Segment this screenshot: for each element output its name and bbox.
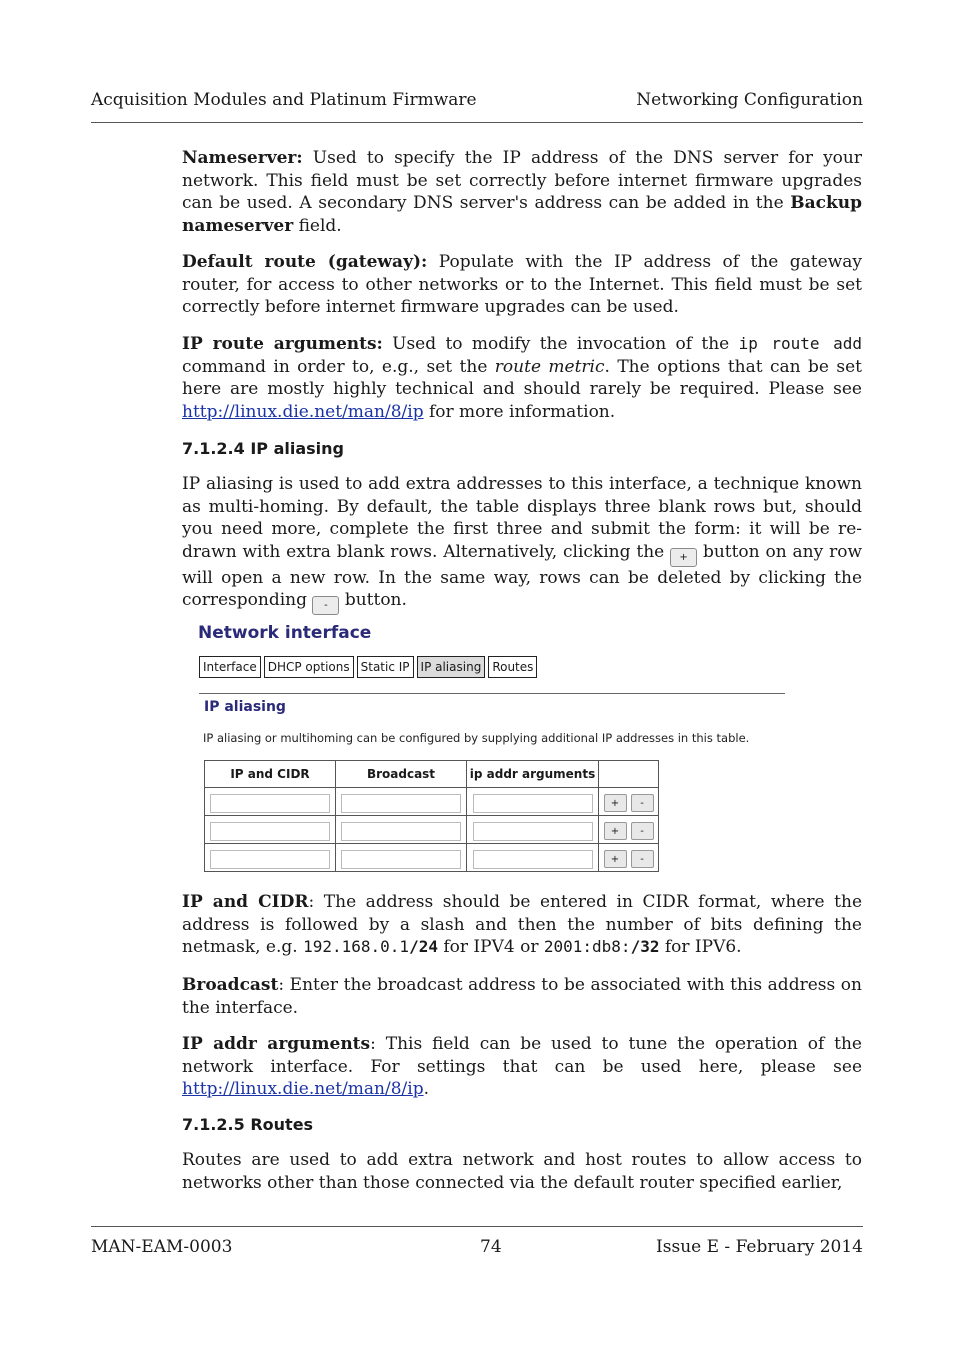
- inline-plus-button-icon: +: [670, 548, 697, 567]
- routes-text: Routes are used to add extra network and host routes to allow access to networks other than those connected via the default router specified earlier,: [182, 1150, 862, 1193]
- tab-interface[interactable]: Interface: [199, 656, 261, 678]
- broadcast-input[interactable]: [341, 794, 461, 813]
- tab-routes[interactable]: Routes: [488, 656, 537, 678]
- figure-section-title: IP aliasing: [204, 699, 286, 715]
- paragraph-broadcast: [182, 974, 862, 1019]
- cidr-text: : The address should be entered in CIDR format, where the address is followed by a slash and then the number of bits defining the netmask, e.g.: [182, 892, 863, 958]
- route-metric-em: route metric: [494, 356, 605, 377]
- header-right: Networking Configuration: [636, 90, 863, 110]
- aliasing-text-3: button.: [339, 590, 407, 611]
- figure-description: IP aliasing or multihoming can be configured by supplying additional IP addresses in this table.: [203, 731, 750, 745]
- ipv6-prefix-code: /32: [630, 937, 660, 957]
- tab-dhcp-options[interactable]: DHCP options: [264, 656, 354, 678]
- iproute-text: Used to modify the invocation of the: [382, 334, 739, 354]
- tab-ip-aliasing[interactable]: IP aliasing: [417, 656, 486, 678]
- aliasing-table: [204, 760, 659, 872]
- aliasing-heading: 7.1.2.4 IP aliasing: [182, 439, 344, 458]
- cidr-text-3: for IPV6.: [659, 937, 742, 958]
- ipaddr-term: IP addr arguments: [182, 1034, 371, 1054]
- paragraph-aliasing: [182, 473, 862, 615]
- nameserver-term: Nameserver:: [182, 148, 303, 168]
- remove-row-button[interactable]: -: [631, 850, 654, 868]
- ip-cidr-input[interactable]: [210, 822, 330, 841]
- paragraph-cidr: [182, 891, 862, 959]
- add-row-button[interactable]: +: [604, 850, 627, 868]
- cidr-term: IP and CIDR: [182, 892, 309, 912]
- column-header-actions: [599, 761, 659, 788]
- paragraph-nameserver: [182, 147, 862, 237]
- add-row-button[interactable]: +: [604, 794, 627, 812]
- column-header-ip-cidr: IP and CIDR: [205, 761, 336, 788]
- cidr-text-2: for IPV4 or: [437, 937, 544, 958]
- iproute-link[interactable]: http://linux.die.net/man/8/ip: [182, 401, 424, 422]
- broadcast-text: : Enter the broadcast address to be associated with this address on the interface.: [182, 975, 862, 1018]
- ip-cidr-input[interactable]: [210, 850, 330, 869]
- footer-rule: [91, 1226, 863, 1227]
- paragraph-gateway: [182, 251, 862, 319]
- tab-bar: [199, 656, 537, 678]
- ipv4-prefix-code: /24: [409, 937, 438, 957]
- broadcast-input[interactable]: [341, 850, 461, 869]
- ip-addr-arguments-input[interactable]: [473, 794, 593, 813]
- iproute-term: IP route arguments:: [182, 334, 383, 354]
- table-header-row: [205, 761, 659, 788]
- routes-heading: 7.1.2.5 Routes: [182, 1115, 314, 1134]
- figure-title: Network interface: [198, 623, 372, 643]
- tab-divider: [199, 693, 785, 694]
- remove-row-button[interactable]: -: [631, 794, 654, 812]
- gateway-text: Populate with the IP address of the gateway router, for access to other networks or to the Internet. This field must be set correctly before internet firmware upgrades can be used.: [182, 252, 862, 318]
- add-row-button[interactable]: +: [604, 822, 627, 840]
- ip-addr-arguments-input[interactable]: [473, 822, 593, 841]
- header-left: Acquisition Modules and Platinum Firmware: [91, 90, 477, 110]
- broadcast-input[interactable]: [341, 822, 461, 841]
- remove-row-button[interactable]: -: [631, 822, 654, 840]
- ipaddr-text: : This field can be used to tune the operation of the network interface. For settings that can be used here, please see: [182, 1034, 862, 1077]
- ip-addr-arguments-input[interactable]: [473, 850, 593, 869]
- column-header-ip-addr-arguments: ip addr arguments: [467, 761, 599, 788]
- footer-issue: Issue E - February 2014: [656, 1237, 863, 1257]
- section-heading-aliasing: [182, 438, 862, 461]
- paragraph-routes: [182, 1149, 862, 1194]
- table-row: [205, 788, 659, 816]
- ipv4-example-code: 192.168.0.1: [303, 937, 410, 957]
- nameserver-text: Used to specify the IP address of the DNS server for your network. This field must be set correctly before internet firmware upgrades can be used. A secondary DNS server's address can be added in the: [182, 148, 862, 214]
- table-row: [205, 844, 659, 872]
- paragraph-iproute: [182, 333, 862, 423]
- backup-nameserver-term: Backup nameserver: [182, 193, 862, 236]
- gateway-term: Default route (gateway):: [182, 252, 428, 272]
- iproute-text-4: for more information.: [423, 401, 616, 422]
- table-row: [205, 816, 659, 844]
- ip-cidr-input[interactable]: [210, 794, 330, 813]
- aliasing-text-2: button on any row will open a new row. In the same way, rows can be deleted by clicking the corresponding: [182, 541, 862, 611]
- header-rule: [91, 122, 863, 123]
- ip-aliasing-screenshot: [196, 620, 796, 880]
- inline-minus-button-icon: -: [312, 596, 339, 615]
- ipaddr-link[interactable]: http://linux.die.net/man/8/ip: [182, 1079, 424, 1100]
- aliasing-text: IP aliasing is used to add extra addresses to this interface, a technique known as multi-homing. By default, the table displays three blank rows but, should you need more, complete the first three and submit the form: it will be re-drawn with extra blank rows. Alternatively, clicking the: [182, 474, 862, 562]
- ipaddr-text-end: .: [423, 1079, 429, 1100]
- page-number: 74: [480, 1237, 502, 1257]
- iproute-text-3: . The options that can be set here are mostly highly technical and should rarely be required. Please see: [182, 356, 862, 400]
- section-heading-routes: [182, 1114, 862, 1137]
- iproute-code: ip route add: [738, 334, 862, 353]
- footer-doc-id: MAN-EAM-0003: [91, 1237, 233, 1257]
- nameserver-text-end: field.: [293, 215, 342, 236]
- column-header-broadcast: Broadcast: [336, 761, 467, 788]
- iproute-text-2: command in order to, e.g., set the: [182, 356, 495, 377]
- ipv6-example-code: 2001:db8:: [543, 937, 631, 957]
- paragraph-ipaddr: [182, 1033, 862, 1101]
- broadcast-term: Broadcast: [182, 975, 279, 995]
- tab-static-ip[interactable]: Static IP: [357, 656, 414, 678]
